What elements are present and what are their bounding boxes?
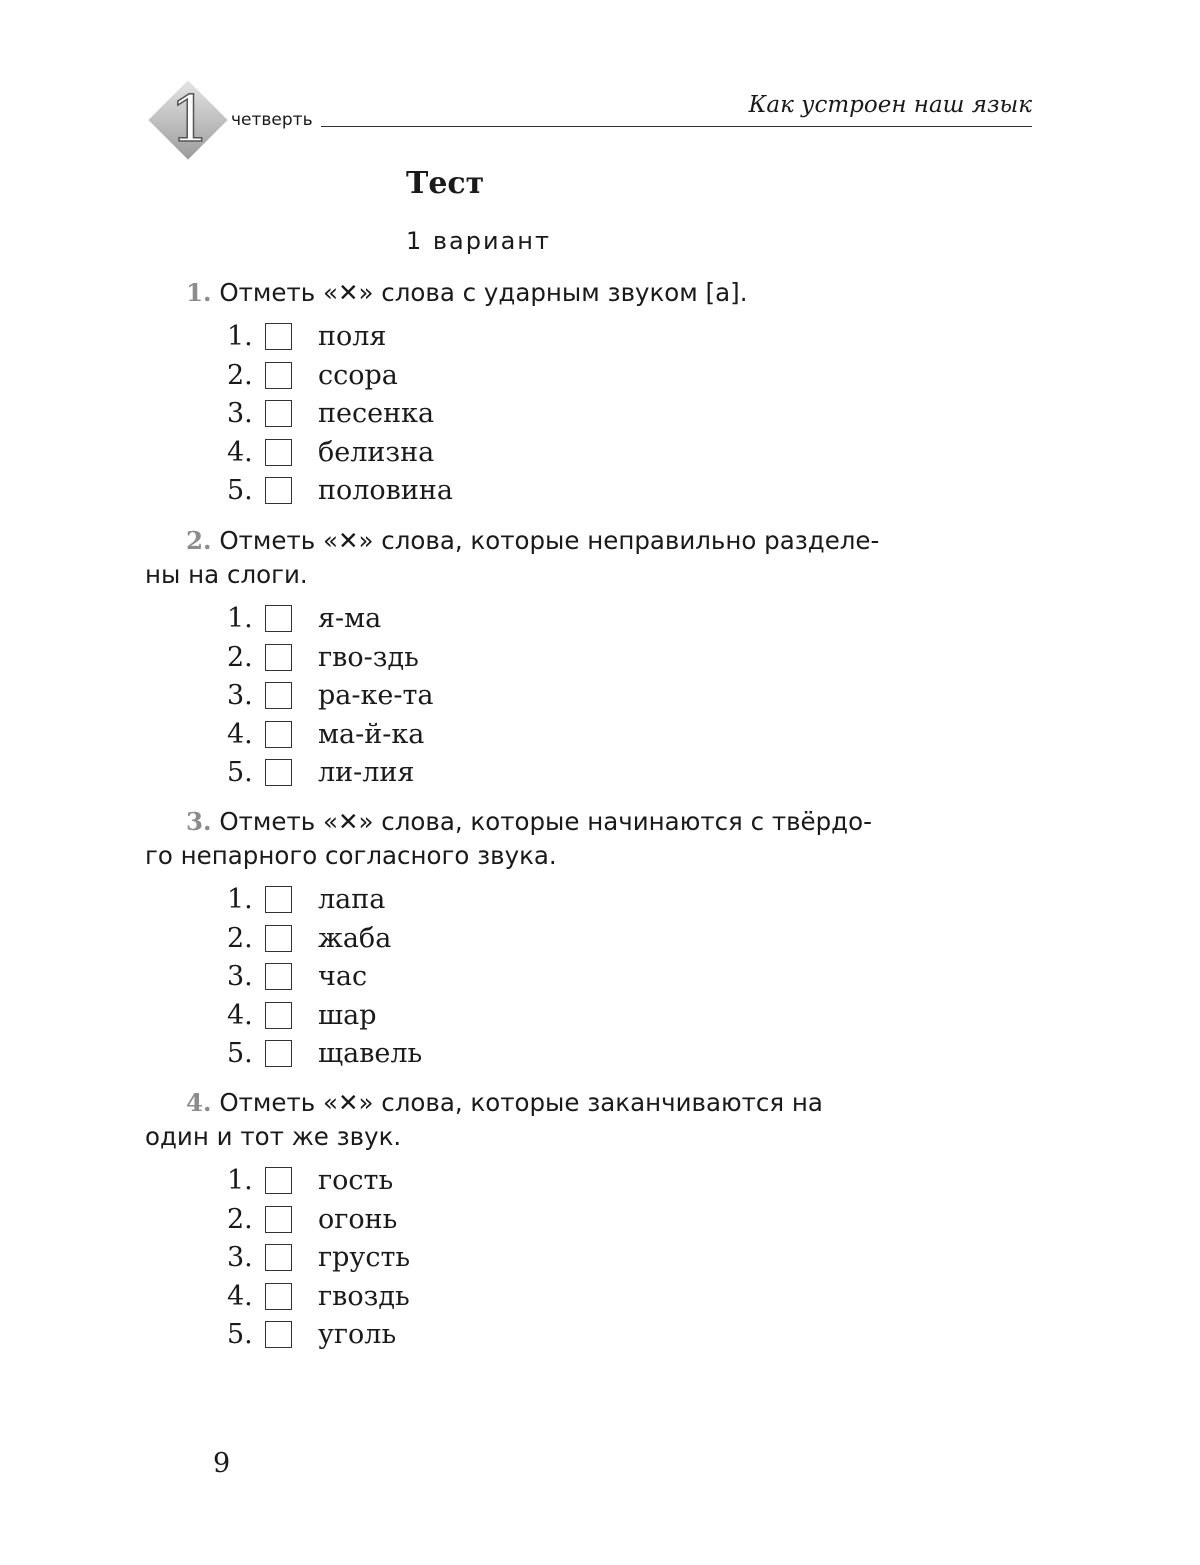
question-line: Отметь «✕» слова, которые начинаются с твёрдо- — [219, 807, 872, 836]
question-number: 2. — [186, 526, 212, 555]
answer-option — [145, 1163, 1035, 1202]
option-number: 4. — [227, 718, 253, 750]
answer-option — [145, 473, 1035, 512]
option-word: лапа — [318, 884, 386, 915]
question-line: го непарного согласного звука. — [145, 841, 557, 870]
question-line: ны на слоги. — [145, 560, 308, 589]
option-checkbox[interactable] — [265, 682, 292, 709]
page-number: 9 — [213, 1448, 231, 1479]
option-checkbox[interactable] — [265, 963, 292, 990]
option-word: ра-ке-та — [318, 680, 434, 711]
answer-option — [145, 1036, 1035, 1075]
option-checkbox[interactable] — [265, 644, 292, 671]
option-word: поля — [318, 321, 387, 352]
option-checkbox[interactable] — [265, 1283, 292, 1310]
option-number: 3. — [227, 1242, 253, 1273]
option-number: 4. — [227, 1280, 253, 1312]
answer-option — [145, 396, 1035, 435]
option-checkbox[interactable] — [265, 886, 292, 913]
question-2 — [145, 524, 1035, 794]
answer-option — [145, 319, 1035, 358]
option-word: шар — [318, 999, 377, 1031]
option-checkbox[interactable] — [265, 1040, 292, 1067]
option-number: 1. — [227, 321, 253, 352]
header-rule — [321, 126, 1032, 127]
option-checkbox[interactable] — [265, 323, 292, 350]
answer-options — [145, 319, 1035, 512]
test-variant: 1 вариант — [406, 227, 551, 255]
question-text — [145, 805, 1035, 873]
question-number: 4. — [186, 1088, 212, 1117]
answer-option — [145, 1317, 1035, 1356]
option-number: 1. — [227, 884, 253, 915]
question-line: Отметь «✕» слова с ударным звуком [а]. — [219, 278, 748, 307]
answer-options — [145, 601, 1035, 794]
option-word: ссора — [318, 359, 398, 391]
option-number: 3. — [227, 680, 253, 711]
option-number: 3. — [227, 961, 253, 992]
option-word: гость — [318, 1165, 394, 1196]
question-4 — [145, 1086, 1035, 1356]
question-text — [145, 524, 1035, 592]
option-number: 4. — [227, 436, 253, 468]
question-number: 3. — [186, 807, 212, 836]
option-checkbox[interactable] — [265, 721, 292, 748]
answer-option — [145, 640, 1035, 679]
option-word: гво-здь — [318, 641, 419, 673]
option-checkbox[interactable] — [265, 1002, 292, 1029]
answer-options — [145, 1163, 1035, 1356]
option-checkbox[interactable] — [265, 605, 292, 632]
option-word: гвоздь — [318, 1280, 410, 1312]
option-checkbox[interactable] — [265, 477, 292, 504]
option-checkbox[interactable] — [265, 1244, 292, 1271]
option-word: ма-й-ка — [318, 718, 425, 750]
option-number: 2. — [227, 922, 253, 954]
test-title: Тест — [406, 166, 485, 201]
question-text — [145, 1086, 1035, 1154]
answer-option — [145, 998, 1035, 1037]
option-checkbox[interactable] — [265, 1167, 292, 1194]
answer-option — [145, 435, 1035, 474]
option-checkbox[interactable] — [265, 925, 292, 952]
option-number: 2. — [227, 1203, 253, 1235]
option-checkbox[interactable] — [265, 1321, 292, 1348]
answer-option — [145, 921, 1035, 960]
option-word: ли-лия — [318, 757, 415, 788]
answer-option — [145, 755, 1035, 794]
quarter-label: четверть — [231, 110, 313, 130]
quarter-number: 1 — [170, 83, 211, 157]
option-checkbox[interactable] — [265, 362, 292, 389]
option-word: час — [318, 961, 368, 992]
option-number: 1. — [227, 603, 253, 634]
option-word: жаба — [318, 922, 392, 954]
answer-option — [145, 882, 1035, 921]
question-line: один и тот же звук. — [145, 1122, 402, 1151]
option-word: грусть — [318, 1242, 411, 1273]
question-line: Отметь «✕» слова, которые заканчиваются на — [219, 1088, 823, 1117]
question-1 — [145, 276, 1035, 512]
option-checkbox[interactable] — [265, 1206, 292, 1233]
option-checkbox[interactable] — [265, 439, 292, 466]
option-word: уголь — [318, 1319, 397, 1350]
answer-option — [145, 959, 1035, 998]
option-number: 3. — [227, 398, 253, 429]
option-number: 5. — [227, 475, 253, 506]
page-header — [140, 80, 1035, 180]
question-line: Отметь «✕» слова, которые неправильно разделе- — [219, 526, 880, 555]
answer-option — [145, 1240, 1035, 1279]
answer-options — [145, 882, 1035, 1075]
option-number: 5. — [227, 757, 253, 788]
answer-option — [145, 1279, 1035, 1318]
option-word: белизна — [318, 436, 435, 468]
answer-option — [145, 717, 1035, 756]
option-checkbox[interactable] — [265, 759, 292, 786]
question-number: 1. — [186, 278, 212, 307]
answer-option — [145, 601, 1035, 640]
option-word: огонь — [318, 1203, 398, 1235]
answer-option — [145, 358, 1035, 397]
question-text — [145, 276, 1035, 310]
option-word: щавель — [318, 1038, 423, 1069]
option-word: я-ма — [318, 603, 382, 634]
option-word: песенка — [318, 398, 435, 429]
option-number: 2. — [227, 359, 253, 391]
option-number: 4. — [227, 999, 253, 1031]
answer-option — [145, 1202, 1035, 1241]
option-checkbox[interactable] — [265, 400, 292, 427]
answer-option — [145, 678, 1035, 717]
option-number: 5. — [227, 1319, 253, 1350]
option-number: 2. — [227, 641, 253, 673]
option-word: половина — [318, 475, 453, 506]
option-number: 1. — [227, 1165, 253, 1196]
section-title: Как устроен наш язык — [748, 92, 1032, 118]
question-3 — [145, 805, 1035, 1075]
option-number: 5. — [227, 1038, 253, 1069]
